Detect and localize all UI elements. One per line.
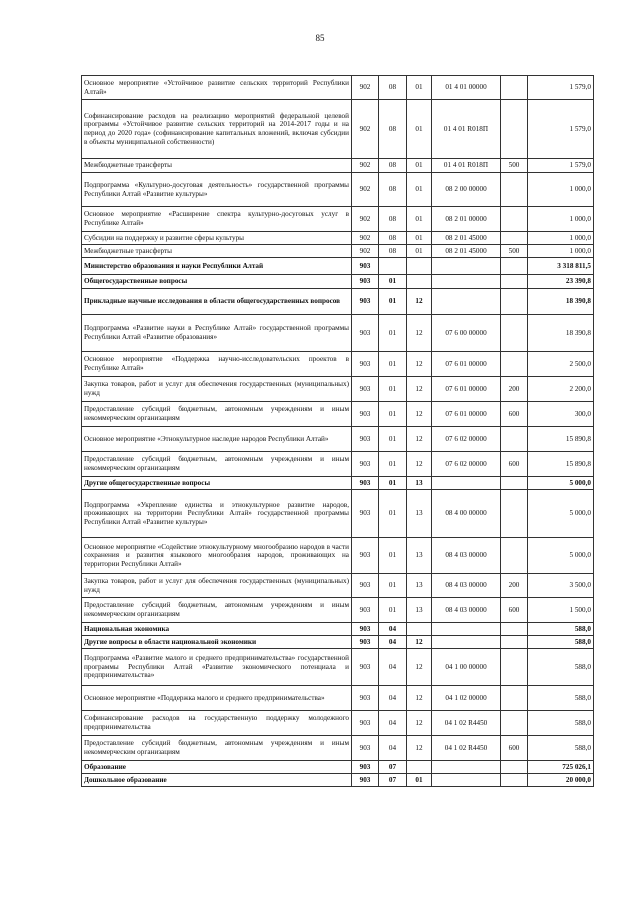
table-row bbox=[82, 452, 594, 477]
admin-code-cell: 903 bbox=[352, 427, 379, 452]
amount-cell: 3 500,0 bbox=[528, 574, 594, 598]
admin-code-cell: 902 bbox=[352, 232, 379, 245]
item-name-cell: Предоставление субсидий бюджетным, автономным учреждениям и иным некоммерческим организациям bbox=[82, 598, 352, 623]
amount-cell: 1 500,0 bbox=[528, 598, 594, 623]
item-name-cell: Софинансирование расходов на государственную поддержку молодежного предпринимательства bbox=[82, 711, 352, 736]
expense-type-code-cell bbox=[501, 623, 528, 636]
admin-code-cell: 903 bbox=[352, 258, 379, 275]
budget-table bbox=[81, 75, 594, 787]
section-code-cell: 04 bbox=[379, 623, 407, 636]
admin-code-cell: 903 bbox=[352, 574, 379, 598]
target-article-code-cell: 01 4 01 R018П bbox=[432, 100, 501, 159]
admin-code-cell: 903 bbox=[352, 623, 379, 636]
item-name-cell: Основное мероприятие «Поддержка малого и среднего предпринимательства» bbox=[82, 686, 352, 711]
expense-type-code-cell: 200 bbox=[501, 377, 528, 402]
section-code-cell: 08 bbox=[379, 173, 407, 207]
amount-cell: 23 390,8 bbox=[528, 275, 594, 289]
target-article-code-cell: 08 2 01 45000 bbox=[432, 245, 501, 258]
subsection-code-cell: 01 bbox=[407, 173, 432, 207]
table-row bbox=[82, 490, 594, 538]
expense-type-code-cell: 600 bbox=[501, 598, 528, 623]
target-article-code-cell: 07 6 01 00000 bbox=[432, 352, 501, 377]
subsection-code-cell: 12 bbox=[407, 377, 432, 402]
table-row bbox=[82, 574, 594, 598]
subsection-code-cell: 12 bbox=[407, 315, 432, 352]
table-row bbox=[82, 258, 594, 275]
admin-code-cell: 903 bbox=[352, 352, 379, 377]
table-row bbox=[82, 232, 594, 245]
subsection-code-cell bbox=[407, 275, 432, 289]
table-row bbox=[82, 289, 594, 315]
admin-code-cell: 902 bbox=[352, 245, 379, 258]
amount-cell: 588,0 bbox=[528, 636, 594, 649]
item-name-cell: Образование bbox=[82, 761, 352, 774]
subsection-code-cell: 01 bbox=[407, 207, 432, 232]
item-name-cell: Дошкольное образование bbox=[82, 774, 352, 787]
section-code-cell: 01 bbox=[379, 452, 407, 477]
target-article-code-cell: 04 1 02 00000 bbox=[432, 686, 501, 711]
table-row bbox=[82, 649, 594, 686]
expense-type-code-cell: 600 bbox=[501, 736, 528, 761]
target-article-code-cell bbox=[432, 477, 501, 490]
item-name-cell: Предоставление субсидий бюджетным, автономным учреждениям и иным некоммерческим организациям bbox=[82, 402, 352, 427]
section-code-cell bbox=[379, 258, 407, 275]
admin-code-cell: 903 bbox=[352, 711, 379, 736]
item-name-cell: Предоставление субсидий бюджетным, автономным учреждениям и иным некоммерческим организациям bbox=[82, 452, 352, 477]
section-code-cell: 08 bbox=[379, 76, 407, 100]
target-article-code-cell: 04 1 02 R4450 bbox=[432, 736, 501, 761]
target-article-code-cell: 07 6 01 00000 bbox=[432, 377, 501, 402]
section-code-cell: 04 bbox=[379, 736, 407, 761]
subsection-code-cell: 12 bbox=[407, 402, 432, 427]
expense-type-code-cell bbox=[501, 275, 528, 289]
admin-code-cell: 903 bbox=[352, 452, 379, 477]
table-row bbox=[82, 76, 594, 100]
item-name-cell: Межбюджетные трансферты bbox=[82, 159, 352, 173]
item-name-cell: Основное мероприятие «Устойчивое развитие сельских территорий Республики Алтай» bbox=[82, 76, 352, 100]
expense-type-code-cell bbox=[501, 207, 528, 232]
section-code-cell: 07 bbox=[379, 761, 407, 774]
table-row bbox=[82, 377, 594, 402]
table-row bbox=[82, 538, 594, 574]
target-article-code-cell: 07 6 01 00000 bbox=[432, 402, 501, 427]
section-code-cell: 01 bbox=[379, 402, 407, 427]
section-code-cell: 07 bbox=[379, 774, 407, 787]
admin-code-cell: 903 bbox=[352, 377, 379, 402]
table-row bbox=[82, 315, 594, 352]
expense-type-code-cell: 600 bbox=[501, 402, 528, 427]
table-row bbox=[82, 207, 594, 232]
target-article-code-cell bbox=[432, 289, 501, 315]
item-name-cell: Подпрограмма «Культурно-досуговая деятельность» государственной программы Республики Алтай «Развитие культуры» bbox=[82, 173, 352, 207]
amount-cell: 5 000,0 bbox=[528, 538, 594, 574]
subsection-code-cell: 12 bbox=[407, 686, 432, 711]
target-article-code-cell: 04 1 00 00000 bbox=[432, 649, 501, 686]
target-article-code-cell: 01 4 01 00000 bbox=[432, 76, 501, 100]
expense-type-code-cell: 500 bbox=[501, 159, 528, 173]
target-article-code-cell: 08 2 01 00000 bbox=[432, 207, 501, 232]
amount-cell: 1 000,0 bbox=[528, 245, 594, 258]
subsection-code-cell: 01 bbox=[407, 232, 432, 245]
section-code-cell: 08 bbox=[379, 159, 407, 173]
expense-type-code-cell: 600 bbox=[501, 452, 528, 477]
table-row bbox=[82, 711, 594, 736]
target-article-code-cell: 08 4 03 00000 bbox=[432, 574, 501, 598]
amount-cell: 2 500,0 bbox=[528, 352, 594, 377]
target-article-code-cell: 08 4 03 00000 bbox=[432, 538, 501, 574]
admin-code-cell: 902 bbox=[352, 100, 379, 159]
section-code-cell: 01 bbox=[379, 490, 407, 538]
table-row bbox=[82, 352, 594, 377]
expense-type-code-cell bbox=[501, 761, 528, 774]
admin-code-cell: 903 bbox=[352, 315, 379, 352]
table-row bbox=[82, 736, 594, 761]
admin-code-cell: 903 bbox=[352, 736, 379, 761]
item-name-cell: Другие вопросы в области национальной экономики bbox=[82, 636, 352, 649]
target-article-code-cell bbox=[432, 774, 501, 787]
section-code-cell: 08 bbox=[379, 100, 407, 159]
subsection-code-cell: 01 bbox=[407, 100, 432, 159]
section-code-cell: 04 bbox=[379, 711, 407, 736]
amount-cell: 1 579,0 bbox=[528, 76, 594, 100]
section-code-cell: 01 bbox=[379, 598, 407, 623]
amount-cell: 1 000,0 bbox=[528, 207, 594, 232]
amount-cell: 588,0 bbox=[528, 686, 594, 711]
table-row bbox=[82, 245, 594, 258]
admin-code-cell: 903 bbox=[352, 538, 379, 574]
target-article-code-cell: 07 6 02 00000 bbox=[432, 427, 501, 452]
page-number: 85 bbox=[315, 33, 325, 43]
amount-cell: 5 000,0 bbox=[528, 477, 594, 490]
amount-cell: 2 200,0 bbox=[528, 377, 594, 402]
expense-type-code-cell bbox=[501, 538, 528, 574]
subsection-code-cell: 01 bbox=[407, 774, 432, 787]
table-row bbox=[82, 402, 594, 427]
section-code-cell: 01 bbox=[379, 275, 407, 289]
item-name-cell: Основное мероприятие «Поддержка научно-исследовательских проектов в Республике Алтай» bbox=[82, 352, 352, 377]
table-row bbox=[82, 598, 594, 623]
section-code-cell: 01 bbox=[379, 289, 407, 315]
admin-code-cell: 902 bbox=[352, 159, 379, 173]
section-code-cell: 08 bbox=[379, 207, 407, 232]
section-code-cell: 01 bbox=[379, 377, 407, 402]
expense-type-code-cell bbox=[501, 315, 528, 352]
target-article-code-cell bbox=[432, 761, 501, 774]
subsection-code-cell: 13 bbox=[407, 490, 432, 538]
expense-type-code-cell bbox=[501, 232, 528, 245]
expense-type-code-cell bbox=[501, 173, 528, 207]
expense-type-code-cell bbox=[501, 711, 528, 736]
subsection-code-cell: 12 bbox=[407, 711, 432, 736]
expense-type-code-cell: 200 bbox=[501, 574, 528, 598]
amount-cell: 20 000,0 bbox=[528, 774, 594, 787]
admin-code-cell: 903 bbox=[352, 477, 379, 490]
amount-cell: 1 579,0 bbox=[528, 100, 594, 159]
table-row bbox=[82, 477, 594, 490]
expense-type-code-cell bbox=[501, 352, 528, 377]
admin-code-cell: 903 bbox=[352, 636, 379, 649]
target-article-code-cell: 01 4 01 R018П bbox=[432, 159, 501, 173]
expense-type-code-cell bbox=[501, 686, 528, 711]
amount-cell: 18 390,8 bbox=[528, 315, 594, 352]
expense-type-code-cell bbox=[501, 76, 528, 100]
table-row bbox=[82, 761, 594, 774]
target-article-code-cell bbox=[432, 623, 501, 636]
target-article-code-cell: 08 4 03 00000 bbox=[432, 598, 501, 623]
admin-code-cell: 903 bbox=[352, 598, 379, 623]
expense-type-code-cell bbox=[501, 100, 528, 159]
amount-cell: 588,0 bbox=[528, 736, 594, 761]
amount-cell: 5 000,0 bbox=[528, 490, 594, 538]
target-article-code-cell: 08 2 00 00000 bbox=[432, 173, 501, 207]
admin-code-cell: 903 bbox=[352, 402, 379, 427]
subsection-code-cell: 01 bbox=[407, 76, 432, 100]
item-name-cell: Подпрограмма «Укрепление единства и этнокультурное развитие народов, проживающих на территории Республики Алтай» государственной программы Республики Алтай «Развитие культуры» bbox=[82, 490, 352, 538]
subsection-code-cell: 12 bbox=[407, 352, 432, 377]
target-article-code-cell bbox=[432, 636, 501, 649]
subsection-code-cell bbox=[407, 761, 432, 774]
amount-cell: 725 026,1 bbox=[528, 761, 594, 774]
section-code-cell: 01 bbox=[379, 574, 407, 598]
target-article-code-cell: 08 4 00 00000 bbox=[432, 490, 501, 538]
item-name-cell: Национальная экономика bbox=[82, 623, 352, 636]
table-row bbox=[82, 686, 594, 711]
subsection-code-cell: 12 bbox=[407, 452, 432, 477]
amount-cell: 18 390,8 bbox=[528, 289, 594, 315]
amount-cell: 588,0 bbox=[528, 649, 594, 686]
admin-code-cell: 902 bbox=[352, 173, 379, 207]
table-row bbox=[82, 100, 594, 159]
admin-code-cell: 903 bbox=[352, 774, 379, 787]
expense-type-code-cell bbox=[501, 258, 528, 275]
expense-type-code-cell bbox=[501, 636, 528, 649]
amount-cell: 15 890,8 bbox=[528, 427, 594, 452]
amount-cell: 588,0 bbox=[528, 623, 594, 636]
item-name-cell: Общегосударственные вопросы bbox=[82, 275, 352, 289]
item-name-cell: Субсидии на поддержку и развитие сферы культуры bbox=[82, 232, 352, 245]
section-code-cell: 04 bbox=[379, 636, 407, 649]
subsection-code-cell: 01 bbox=[407, 245, 432, 258]
subsection-code-cell: 13 bbox=[407, 598, 432, 623]
admin-code-cell: 903 bbox=[352, 289, 379, 315]
table-row bbox=[82, 623, 594, 636]
section-code-cell: 08 bbox=[379, 245, 407, 258]
item-name-cell: Закупка товаров, работ и услуг для обеспечения государственных (муниципальных) нужд bbox=[82, 377, 352, 402]
item-name-cell: Министерство образования и науки Республики Алтай bbox=[82, 258, 352, 275]
subsection-code-cell: 12 bbox=[407, 636, 432, 649]
budget-table-body bbox=[82, 76, 594, 787]
section-code-cell: 01 bbox=[379, 427, 407, 452]
amount-cell: 1 000,0 bbox=[528, 232, 594, 245]
subsection-code-cell: 12 bbox=[407, 289, 432, 315]
amount-cell: 1 579,0 bbox=[528, 159, 594, 173]
table-row bbox=[82, 636, 594, 649]
table-row bbox=[82, 275, 594, 289]
admin-code-cell: 903 bbox=[352, 649, 379, 686]
amount-cell: 588,0 bbox=[528, 711, 594, 736]
target-article-code-cell: 04 1 02 R4450 bbox=[432, 711, 501, 736]
amount-cell: 300,0 bbox=[528, 402, 594, 427]
item-name-cell: Межбюджетные трансферты bbox=[82, 245, 352, 258]
section-code-cell: 01 bbox=[379, 477, 407, 490]
item-name-cell: Другие общегосударственные вопросы bbox=[82, 477, 352, 490]
admin-code-cell: 903 bbox=[352, 686, 379, 711]
subsection-code-cell: 13 bbox=[407, 574, 432, 598]
item-name-cell: Подпрограмма «Развитие малого и среднего предпринимательства» государственной программы Республики Алтай «Развитие экономического потенциала и предпринимательства» bbox=[82, 649, 352, 686]
expense-type-code-cell: 500 bbox=[501, 245, 528, 258]
admin-code-cell: 903 bbox=[352, 275, 379, 289]
item-name-cell: Прикладные научные исследования в области общегосударственных вопросов bbox=[82, 289, 352, 315]
target-article-code-cell: 07 6 00 00000 bbox=[432, 315, 501, 352]
target-article-code-cell bbox=[432, 258, 501, 275]
expense-type-code-cell bbox=[501, 649, 528, 686]
item-name-cell: Основное мероприятие «Содействие этнокультурному многообразию народов в части сохранения и развития языкового многообразия народов, проживающих на территории Республики Алтай» bbox=[82, 538, 352, 574]
section-code-cell: 01 bbox=[379, 538, 407, 574]
subsection-code-cell: 13 bbox=[407, 477, 432, 490]
target-article-code-cell bbox=[432, 275, 501, 289]
item-name-cell: Основное мероприятие «Расширение спектра культурно-досуговых услуг в Республике Алтай» bbox=[82, 207, 352, 232]
expense-type-code-cell bbox=[501, 289, 528, 315]
section-code-cell: 08 bbox=[379, 232, 407, 245]
subsection-code-cell: 12 bbox=[407, 736, 432, 761]
expense-type-code-cell bbox=[501, 490, 528, 538]
subsection-code-cell bbox=[407, 623, 432, 636]
subsection-code-cell bbox=[407, 258, 432, 275]
table-row bbox=[82, 159, 594, 173]
subsection-code-cell: 12 bbox=[407, 649, 432, 686]
admin-code-cell: 902 bbox=[352, 76, 379, 100]
section-code-cell: 01 bbox=[379, 352, 407, 377]
section-code-cell: 01 bbox=[379, 315, 407, 352]
section-code-cell: 04 bbox=[379, 686, 407, 711]
item-name-cell: Закупка товаров, работ и услуг для обеспечения государственных (муниципальных) нужд bbox=[82, 574, 352, 598]
amount-cell: 15 890,8 bbox=[528, 452, 594, 477]
target-article-code-cell: 08 2 01 45000 bbox=[432, 232, 501, 245]
amount-cell: 3 318 811,5 bbox=[528, 258, 594, 275]
admin-code-cell: 903 bbox=[352, 761, 379, 774]
table-row bbox=[82, 173, 594, 207]
amount-cell: 1 000,0 bbox=[528, 173, 594, 207]
expense-type-code-cell bbox=[501, 427, 528, 452]
item-name-cell: Подпрограмма «Развитие науки в Республике Алтай» государственной программы Республики Алтай «Развитие образования» bbox=[82, 315, 352, 352]
subsection-code-cell: 12 bbox=[407, 427, 432, 452]
item-name-cell: Основное мероприятие «Этнокультурное наследие народов Республики Алтай» bbox=[82, 427, 352, 452]
section-code-cell: 04 bbox=[379, 649, 407, 686]
expense-type-code-cell bbox=[501, 477, 528, 490]
subsection-code-cell: 01 bbox=[407, 159, 432, 173]
target-article-code-cell: 07 6 02 00000 bbox=[432, 452, 501, 477]
table-row bbox=[82, 427, 594, 452]
expense-type-code-cell bbox=[501, 774, 528, 787]
item-name-cell: Софинансирование расходов на реализацию мероприятий федеральной целевой программы «Устойчивое развитие сельских территорий на 2014-2017 годы и на период до 2020 года» (софинансирование капитальных вложений, включая субсидии в объекты муниципальной собственности) bbox=[82, 100, 352, 159]
item-name-cell: Предоставление субсидий бюджетным, автономным учреждениям и иным некоммерческим организациям bbox=[82, 736, 352, 761]
subsection-code-cell: 13 bbox=[407, 538, 432, 574]
admin-code-cell: 903 bbox=[352, 490, 379, 538]
admin-code-cell: 902 bbox=[352, 207, 379, 232]
table-row bbox=[82, 774, 594, 787]
